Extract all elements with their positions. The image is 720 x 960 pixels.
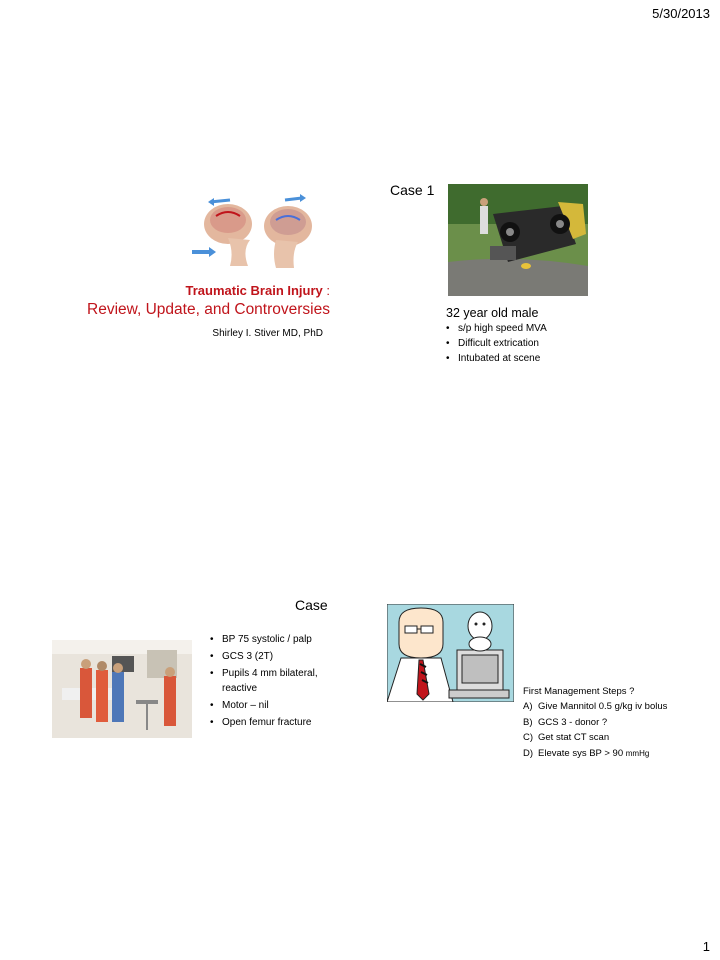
brain-injury-illustration xyxy=(190,190,340,268)
slide1-title xyxy=(60,283,330,319)
option-d: D) Elevate sys BP > 90 mmHg xyxy=(523,747,650,759)
slide3-bullet-list xyxy=(210,632,335,732)
title-bold: Traumatic Brain Injury xyxy=(185,283,323,298)
slide4-heading: First Management Steps ? xyxy=(523,686,635,697)
unit-label: mmHg xyxy=(625,748,650,758)
slide2-title: Case 1 xyxy=(390,182,435,198)
list-item: • GCS 3 (2T) xyxy=(210,649,335,664)
slide2-heading: 32 year old male xyxy=(446,306,539,320)
option-a: A) Give Mannitol 0.5 g/kg iv bolus xyxy=(523,701,668,712)
slide1-subtitle: Review, Update, and Controversies xyxy=(87,301,330,318)
cartoon-image xyxy=(387,604,514,702)
list-item: • Open femur fracture xyxy=(210,715,335,730)
option-c: C) Get stat CT scan xyxy=(523,732,610,743)
list-item: • Motor – nil xyxy=(210,698,335,713)
list-item: • Difficult extrication xyxy=(446,336,547,351)
slide4-options-list xyxy=(523,700,683,762)
slide1-author: Shirley I. Stiver MD, PhD xyxy=(212,328,323,339)
list-item: • BP 75 systolic / palp xyxy=(210,632,335,647)
overturned-car-photo xyxy=(448,184,588,296)
list-item: • Pupils 4 mm bilateral, reactive xyxy=(210,666,335,696)
slide2-bullet-list xyxy=(446,321,547,366)
title-colon: : xyxy=(322,283,330,298)
page-date: 5/30/2013 xyxy=(652,6,710,21)
page-number: 1 xyxy=(702,939,710,954)
option-b: B) GCS 3 - donor ? xyxy=(523,716,608,728)
slide3-title: Case xyxy=(295,597,328,613)
list-item: • s/p high speed MVA xyxy=(446,321,547,336)
trauma-room-photo xyxy=(52,640,192,738)
list-item: • Intubated at scene xyxy=(446,351,547,366)
